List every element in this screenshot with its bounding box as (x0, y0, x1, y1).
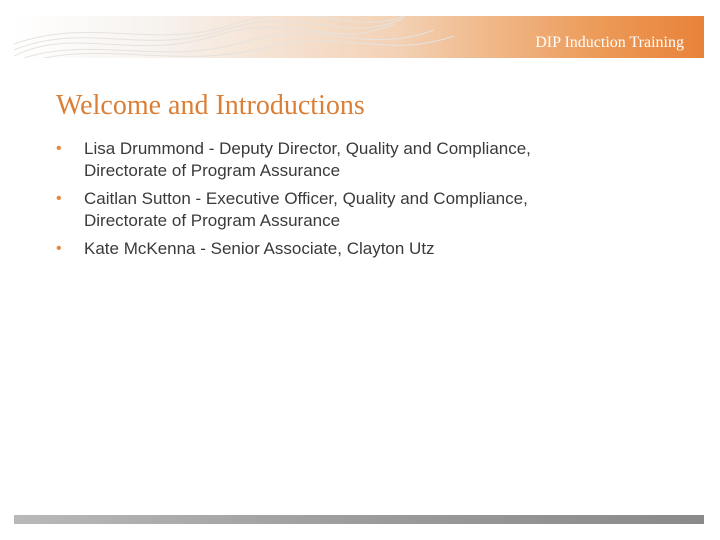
bullet-icon: • (56, 140, 62, 157)
bullet-item-lisa-drummond (56, 138, 656, 182)
bullet-item-kate-mckenna (56, 238, 656, 260)
bullet-text-line-1: Caitlan Sutton - Executive Officer, Quality and Compliance, (84, 189, 528, 208)
bullet-icon: • (56, 190, 62, 207)
footer-bar (14, 515, 704, 524)
slide-title: Welcome and Introductions (56, 90, 365, 121)
bullet-text-line-2: Directorate of Program Assurance (84, 161, 341, 180)
bullet-icon: • (56, 240, 62, 257)
bullet-item-caitlan-sutton (56, 188, 656, 232)
header-banner (14, 16, 704, 58)
bullet-list (56, 138, 656, 266)
bullet-text-line-1: Lisa Drummond - Deputy Director, Quality and Compliance, (84, 139, 531, 158)
bullet-text-line-1: Kate McKenna - Senior Associate, Clayton Utz (84, 239, 435, 258)
header-title: DIP Induction Training (535, 34, 684, 51)
bullet-text-line-2: Directorate of Program Assurance (84, 211, 341, 230)
